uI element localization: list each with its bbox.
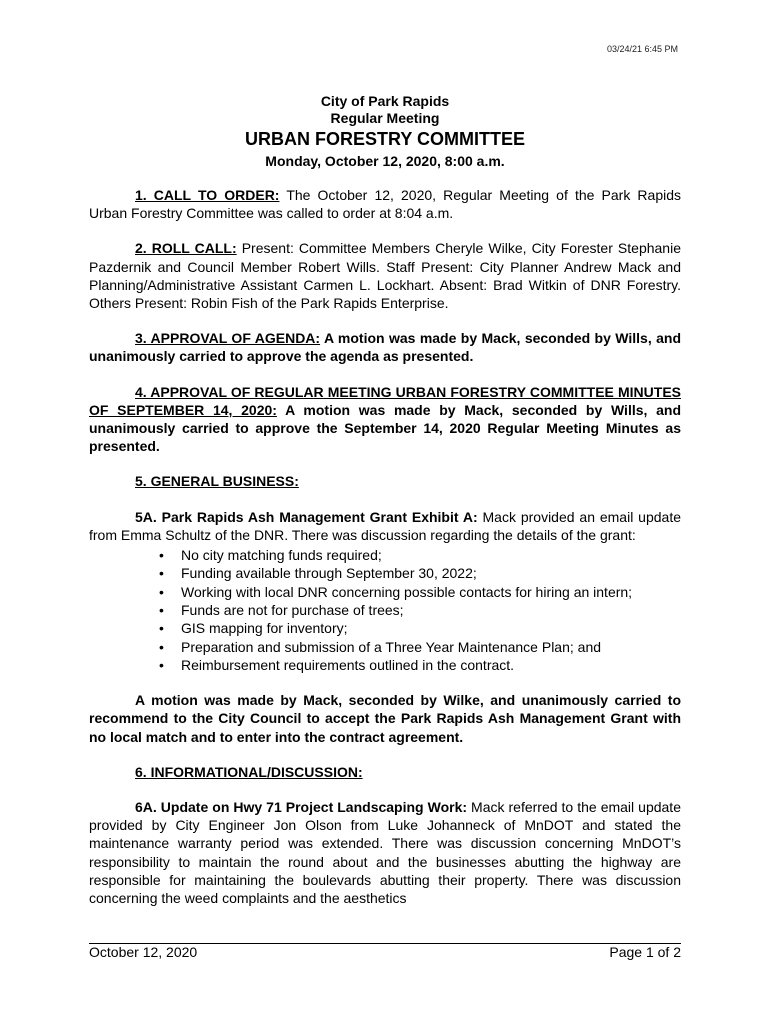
list-item: • Funds are not for purchase of trees;	[181, 601, 681, 619]
meeting-type: Regular Meeting	[330, 110, 440, 126]
item-5a-text: Mack provided an email update from Emma Schultz of the DNR. There was discussion regarding the details of the grant:	[89, 508, 681, 543]
call-to-order-label: 1. CALL TO ORDER:	[135, 187, 280, 203]
roll-call-label: 2. ROLL CALL:	[135, 240, 237, 257]
item-5a-paragraph	[89, 508, 681, 544]
approval-minutes-label: 4. APPROVAL OF REGULAR MEETING URBAN FORESTRY COMMITTEE MINUTES OF SEPTEMBER 14, 2020:	[89, 383, 681, 418]
call-to-order-text: The October 12, 2020, Regular Meeting of the Park Rapids Urban Forestry Committee was called to order at 8:04 a.m.	[89, 187, 681, 222]
list-item: • Reimbursement requirements outlined in the contract.	[181, 656, 681, 674]
list-item: • Funding available through September 30, 2022;	[181, 564, 681, 582]
item-6a-paragraph	[89, 798, 681, 907]
approval-agenda-paragraph	[89, 329, 681, 365]
informational-heading: 6. INFORMATIONAL/DISCUSSION:	[135, 763, 363, 780]
minutes-body	[89, 186, 681, 924]
approval-agenda-label: 3. APPROVAL OF AGENDA:	[135, 330, 321, 347]
list-item: • Preparation and submission of a Three Year Maintenance Plan; and	[181, 638, 681, 656]
committee-title: URBAN FORESTRY COMMITTEE	[244, 129, 525, 149]
grant-details-list	[89, 546, 681, 674]
approval-minutes-paragraph	[89, 383, 681, 456]
city-name: City of Park Rapids	[320, 93, 450, 109]
page-footer	[89, 943, 681, 961]
list-item: • GIS mapping for inventory;	[181, 619, 681, 637]
item-5a-motion: A motion was made by Mack, seconded by Wilke, and unanimously carried to recommend to the City Council to accept the Park Rapids Ash Management Grant with no local match and to enter into the contract agreement.	[89, 692, 681, 745]
item-6a-label: 6A. Update on Hwy 71 Project Landscaping Work:	[135, 798, 468, 815]
print-timestamp: 03/24/21 6:45 PM	[606, 44, 678, 54]
item-6a-text: Mack referred to the email update provided by City Engineer Jon Olson from Luke Johanneck of MnDOT and stated the maintenance warranty period was extended. There was discussion concerning MnDOT’s responsibility to maintain the round about and the businesses abutting the highway are responsible for maintaining the boulevards abutting their property. There was discussion concerning the weed complaints and the aesthetics	[89, 798, 681, 906]
approval-minutes-text: A motion was made by Mack, seconded by Wills, and unanimously carried to approve the September 14, 2020 Regular Meeting Minutes as presented.	[89, 401, 681, 455]
list-item: • Working with local DNR concerning possible contacts for hiring an intern;	[181, 583, 681, 601]
list-item: • No city matching funds required;	[181, 546, 681, 564]
roll-call-paragraph	[89, 239, 681, 312]
footer-page-number: Page 1 of 2	[609, 944, 681, 960]
call-to-order-paragraph	[89, 186, 681, 222]
meeting-date: Monday, October 12, 2020, 8:00 a.m.	[265, 153, 505, 169]
document-header	[0, 93, 770, 170]
general-business-heading: 5. GENERAL BUSINESS:	[135, 473, 299, 490]
item-5a-label: 5A. Park Rapids Ash Management Grant Exhibit A:	[135, 508, 478, 525]
roll-call-text: Present: Committee Members Cheryle Wilke, City Forester Stephanie Pazdernik and Council Member Robert Wills. Staff Present: City Planner Andrew Mack and Planning/Administrative Assistant Carmen L. Lockhart. Absent: Brad Witkin of DNR Forestry. Others Present: Robin Fish of the Park Rapids Enterprise.	[89, 240, 681, 312]
footer-date: October 12, 2020	[89, 944, 198, 960]
approval-agenda-text: A motion was made by Mack, seconded by Wills, and unanimously carried to approve the agenda as presented.	[89, 330, 681, 365]
